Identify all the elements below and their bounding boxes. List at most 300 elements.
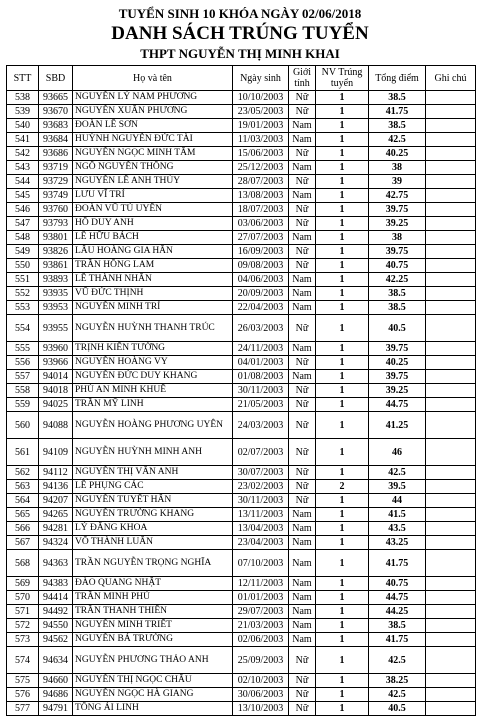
cell-stt: 570 [7, 591, 39, 605]
cell-sbd: 93760 [39, 203, 73, 217]
cell-stt: 571 [7, 605, 39, 619]
cell-sex: Nữ [289, 384, 316, 398]
cell-sex: Nam [289, 231, 316, 245]
table-row [7, 147, 476, 161]
cell-score: 39.75 [369, 245, 426, 259]
cell-name: TỐNG ÁI LINH [73, 702, 233, 716]
cell-dob: 16/09/2003 [233, 245, 289, 259]
cell-score: 44.75 [369, 591, 426, 605]
cell-note [426, 647, 476, 674]
cell-dob: 15/06/2003 [233, 147, 289, 161]
cell-dob: 21/05/2003 [233, 398, 289, 412]
table-row [7, 301, 476, 315]
cell-dob: 25/12/2003 [233, 161, 289, 175]
cell-nv: 1 [316, 647, 369, 674]
cell-name: TRẦN NGUYỄN TRỌNG NGHĨA [73, 550, 233, 577]
cell-note [426, 494, 476, 508]
cell-sex: Nữ [289, 315, 316, 342]
cell-sex: Nữ [289, 647, 316, 674]
cell-stt: 568 [7, 550, 39, 577]
cell-note [426, 674, 476, 688]
table-row [7, 370, 476, 384]
table-row [7, 702, 476, 716]
cell-name: NGUYỄN LÊ ANH THỦY [73, 175, 233, 189]
table-row [7, 536, 476, 550]
cell-name: NGUYỄN PHƯƠNG THẢO ANH [73, 647, 233, 674]
cell-score: 39 [369, 175, 426, 189]
cell-sbd: 94791 [39, 702, 73, 716]
cell-dob: 12/11/2003 [233, 577, 289, 591]
cell-nv: 1 [316, 688, 369, 702]
col-header-score: Tổng điểm [369, 66, 426, 91]
cell-note [426, 133, 476, 147]
cell-sbd: 94562 [39, 633, 73, 647]
cell-stt: 542 [7, 147, 39, 161]
table-row [7, 119, 476, 133]
cell-dob: 24/11/2003 [233, 342, 289, 356]
cell-dob: 01/01/2003 [233, 591, 289, 605]
cell-score: 42.25 [369, 273, 426, 287]
cell-nv: 1 [316, 175, 369, 189]
table-row [7, 287, 476, 301]
cell-nv: 1 [316, 370, 369, 384]
cell-note [426, 384, 476, 398]
cell-name: NGUYỄN TRƯỜNG KHANG [73, 508, 233, 522]
cell-sex: Nam [289, 536, 316, 550]
cell-stt: 553 [7, 301, 39, 315]
cell-stt: 564 [7, 494, 39, 508]
cell-score: 40.5 [369, 315, 426, 342]
cell-sbd: 94550 [39, 619, 73, 633]
cell-dob: 02/06/2003 [233, 633, 289, 647]
cell-note [426, 466, 476, 480]
table-row [7, 217, 476, 231]
table-row [7, 203, 476, 217]
cell-stt: 555 [7, 342, 39, 356]
cell-dob: 04/01/2003 [233, 356, 289, 370]
cell-name: NGUYỄN MINH TRIẾT [73, 619, 233, 633]
cell-score: 40.75 [369, 259, 426, 273]
cell-sbd: 94265 [39, 508, 73, 522]
cell-score: 38.25 [369, 674, 426, 688]
cell-nv: 1 [316, 508, 369, 522]
cell-dob: 30/11/2003 [233, 494, 289, 508]
cell-dob: 13/08/2003 [233, 189, 289, 203]
cell-dob: 30/07/2003 [233, 466, 289, 480]
cell-sex: Nam [289, 619, 316, 633]
cell-note [426, 577, 476, 591]
cell-name: NGUYỄN MINH TRÍ [73, 301, 233, 315]
cell-sbd: 94025 [39, 398, 73, 412]
cell-score: 44.25 [369, 605, 426, 619]
cell-dob: 09/08/2003 [233, 259, 289, 273]
cell-sex: Nữ [289, 412, 316, 439]
cell-sex: Nam [289, 633, 316, 647]
cell-sbd: 93826 [39, 245, 73, 259]
table-row [7, 688, 476, 702]
cell-score: 38.5 [369, 301, 426, 315]
cell-nv: 1 [316, 550, 369, 577]
cell-note [426, 619, 476, 633]
cell-nv: 1 [316, 633, 369, 647]
cell-name: LÝ ĐĂNG KHOA [73, 522, 233, 536]
cell-stt: 556 [7, 356, 39, 370]
cell-dob: 11/03/2003 [233, 133, 289, 147]
cell-note [426, 605, 476, 619]
cell-dob: 30/06/2003 [233, 688, 289, 702]
cell-nv: 1 [316, 702, 369, 716]
table-row [7, 105, 476, 119]
cell-sbd: 94136 [39, 480, 73, 494]
cell-sex: Nữ [289, 702, 316, 716]
cell-nv: 2 [316, 480, 369, 494]
cell-dob: 23/04/2003 [233, 536, 289, 550]
cell-dob: 24/03/2003 [233, 412, 289, 439]
cell-sbd: 94324 [39, 536, 73, 550]
cell-sbd: 94383 [39, 577, 73, 591]
cell-dob: 01/08/2003 [233, 370, 289, 384]
cell-nv: 1 [316, 105, 369, 119]
cell-stt: 566 [7, 522, 39, 536]
table-row [7, 591, 476, 605]
cell-sex: Nữ [289, 175, 316, 189]
cell-sex: Nữ [289, 245, 316, 259]
cell-name: NGUYỄN ĐỨC DUY KHANG [73, 370, 233, 384]
cell-stt: 546 [7, 203, 39, 217]
cell-note [426, 301, 476, 315]
table-row [7, 189, 476, 203]
cell-dob: 27/07/2003 [233, 231, 289, 245]
cell-score: 40.25 [369, 356, 426, 370]
cell-name: NGUYỄN TUYẾT HÂN [73, 494, 233, 508]
cell-dob: 13/11/2003 [233, 508, 289, 522]
cell-dob: 30/11/2003 [233, 384, 289, 398]
cell-sbd: 93960 [39, 342, 73, 356]
cell-nv: 1 [316, 91, 369, 105]
cell-note [426, 203, 476, 217]
cell-stt: 549 [7, 245, 39, 259]
cell-stt: 551 [7, 273, 39, 287]
cell-stt: 541 [7, 133, 39, 147]
col-header-dob: Ngày sinh [233, 66, 289, 91]
cell-nv: 1 [316, 591, 369, 605]
cell-dob: 21/03/2003 [233, 619, 289, 633]
table-row [7, 91, 476, 105]
cell-nv: 1 [316, 119, 369, 133]
cell-name: LÂU HOÀNG GIA HÂN [73, 245, 233, 259]
cell-note [426, 175, 476, 189]
cell-name: LÊ HỮU BÁCH [73, 231, 233, 245]
cell-dob: 03/06/2003 [233, 217, 289, 231]
cell-name: NGUYỄN HUỲNH THANH TRÚC [73, 315, 233, 342]
cell-score: 46 [369, 439, 426, 466]
cell-sex: Nam [289, 605, 316, 619]
cell-dob: 29/07/2003 [233, 605, 289, 619]
cell-sbd: 93955 [39, 315, 73, 342]
cell-name: NGUYỄN XUÂN PHƯƠNG [73, 105, 233, 119]
table-row [7, 412, 476, 439]
cell-score: 41.5 [369, 508, 426, 522]
cell-sex: Nam [289, 370, 316, 384]
cell-nv: 1 [316, 466, 369, 480]
cell-nv: 1 [316, 203, 369, 217]
cell-note [426, 480, 476, 494]
cell-note [426, 439, 476, 466]
cell-nv: 1 [316, 147, 369, 161]
cell-name: NGUYỄN THỊ VÂN ANH [73, 466, 233, 480]
cell-sbd: 94018 [39, 384, 73, 398]
cell-note [426, 633, 476, 647]
cell-stt: 544 [7, 175, 39, 189]
cell-note [426, 342, 476, 356]
table-row [7, 439, 476, 466]
cell-sbd: 94363 [39, 550, 73, 577]
cell-score: 39.75 [369, 203, 426, 217]
table-row [7, 494, 476, 508]
cell-nv: 1 [316, 161, 369, 175]
cell-note [426, 356, 476, 370]
cell-sbd: 94088 [39, 412, 73, 439]
cell-note [426, 591, 476, 605]
cell-note [426, 370, 476, 384]
cell-score: 41.75 [369, 633, 426, 647]
cell-stt: 567 [7, 536, 39, 550]
cell-nv: 1 [316, 605, 369, 619]
cell-sex: Nữ [289, 688, 316, 702]
cell-score: 42.75 [369, 189, 426, 203]
cell-sex: Nữ [289, 494, 316, 508]
table-row [7, 577, 476, 591]
cell-sex: Nữ [289, 147, 316, 161]
cell-sbd: 93683 [39, 119, 73, 133]
cell-sex: Nam [289, 577, 316, 591]
cell-nv: 1 [316, 522, 369, 536]
list-title: DANH SÁCH TRÚNG TUYỂN [111, 23, 369, 44]
col-header-name: Họ và tên [73, 66, 233, 91]
cell-nv: 1 [316, 273, 369, 287]
cell-dob: 13/10/2003 [233, 702, 289, 716]
table-row [7, 161, 476, 175]
cell-sbd: 93893 [39, 273, 73, 287]
cell-sex: Nam [289, 301, 316, 315]
cell-stt: 558 [7, 384, 39, 398]
cell-note [426, 550, 476, 577]
col-header-sex: Giới tính [289, 66, 316, 91]
cell-name: TRỊNH KIẾN TƯỜNG [73, 342, 233, 356]
table-row [7, 508, 476, 522]
table-row [7, 175, 476, 189]
cell-stt: 577 [7, 702, 39, 716]
cell-stt: 569 [7, 577, 39, 591]
cell-stt: 547 [7, 217, 39, 231]
cell-name: NGUYỄN BÁ TRƯỜNG [73, 633, 233, 647]
cell-nv: 1 [316, 259, 369, 273]
cell-note [426, 259, 476, 273]
cell-stt: 557 [7, 370, 39, 384]
cell-sbd: 93966 [39, 356, 73, 370]
cell-score: 41.75 [369, 105, 426, 119]
cell-note [426, 522, 476, 536]
cell-nv: 1 [316, 287, 369, 301]
cell-sbd: 93793 [39, 217, 73, 231]
cell-note [426, 702, 476, 716]
cell-stt: 560 [7, 412, 39, 439]
cell-score: 40.75 [369, 577, 426, 591]
cell-note [426, 688, 476, 702]
table-row [7, 633, 476, 647]
table-header-row [7, 66, 476, 91]
cell-nv: 1 [316, 577, 369, 591]
cell-sbd: 93935 [39, 287, 73, 301]
cell-score: 42.5 [369, 688, 426, 702]
table-row [7, 647, 476, 674]
cell-sex: Nam [289, 161, 316, 175]
cell-sbd: 94014 [39, 370, 73, 384]
cell-name: TRẦN THANH THIÊN [73, 605, 233, 619]
cell-stt: 575 [7, 674, 39, 688]
cell-sbd: 93719 [39, 161, 73, 175]
cell-name: TRẦN MINH PHÚ [73, 591, 233, 605]
cell-sbd: 93749 [39, 189, 73, 203]
cell-nv: 1 [316, 133, 369, 147]
cell-name: NGÔ NGUYỄN THÔNG [73, 161, 233, 175]
cell-name: HỒ DUY ANH [73, 217, 233, 231]
cell-nv: 1 [316, 674, 369, 688]
cell-score: 39.25 [369, 217, 426, 231]
cell-nv: 1 [316, 494, 369, 508]
cell-name: LƯU VĨ TRÍ [73, 189, 233, 203]
cell-dob: 25/09/2003 [233, 647, 289, 674]
cell-stt: 574 [7, 647, 39, 674]
cell-nv: 1 [316, 342, 369, 356]
cell-note [426, 287, 476, 301]
cell-stt: 552 [7, 287, 39, 301]
cell-stt: 573 [7, 633, 39, 647]
cell-nv: 1 [316, 619, 369, 633]
cell-note [426, 231, 476, 245]
cell-dob: 07/10/2003 [233, 550, 289, 577]
cell-sex: Nữ [289, 480, 316, 494]
table-row [7, 133, 476, 147]
cell-stt: 545 [7, 189, 39, 203]
cell-sex: Nữ [289, 439, 316, 466]
cell-sex: Nam [289, 273, 316, 287]
cell-sex: Nữ [289, 356, 316, 370]
col-header-note: Ghi chú [426, 66, 476, 91]
cell-dob: 18/07/2003 [233, 203, 289, 217]
cell-name: NGUYỄN NGỌC MINH TÂM [73, 147, 233, 161]
cell-stt: 562 [7, 466, 39, 480]
cell-sex: Nam [289, 342, 316, 356]
cell-sbd: 94109 [39, 439, 73, 466]
cell-note [426, 105, 476, 119]
cell-sbd: 94112 [39, 466, 73, 480]
cell-sex: Nam [289, 119, 316, 133]
cell-name: VÕ THÀNH LUÂN [73, 536, 233, 550]
table-row [7, 342, 476, 356]
cell-score: 39.75 [369, 370, 426, 384]
cell-sbd: 94634 [39, 647, 73, 674]
cell-sex: Nam [289, 508, 316, 522]
cell-score: 44 [369, 494, 426, 508]
cell-score: 41.25 [369, 412, 426, 439]
cell-score: 42.5 [369, 133, 426, 147]
cell-sbd: 93953 [39, 301, 73, 315]
cell-name: NGUYỄN NGỌC HÀ GIANG [73, 688, 233, 702]
cell-stt: 565 [7, 508, 39, 522]
cell-note [426, 508, 476, 522]
cell-score: 40.25 [369, 147, 426, 161]
cell-dob: 19/01/2003 [233, 119, 289, 133]
cell-sbd: 94492 [39, 605, 73, 619]
cell-sbd: 93686 [39, 147, 73, 161]
cell-score: 38.5 [369, 619, 426, 633]
cell-sbd: 93729 [39, 175, 73, 189]
cell-stt: 554 [7, 315, 39, 342]
cell-stt: 561 [7, 439, 39, 466]
cell-score: 41.75 [369, 550, 426, 577]
cell-dob: 02/07/2003 [233, 439, 289, 466]
cell-nv: 1 [316, 384, 369, 398]
cell-note [426, 147, 476, 161]
cell-score: 38 [369, 231, 426, 245]
exam-title: TUYỂN SINH 10 KHÓA NGÀY 02/06/2018 [118, 6, 362, 21]
table-row [7, 356, 476, 370]
cell-dob: 10/10/2003 [233, 91, 289, 105]
cell-stt: 563 [7, 480, 39, 494]
cell-dob: 23/02/2003 [233, 480, 289, 494]
cell-score: 42.5 [369, 466, 426, 480]
cell-stt: 550 [7, 259, 39, 273]
table-row [7, 466, 476, 480]
cell-nv: 1 [316, 245, 369, 259]
school-name: THPT NGUYỄN THỊ MINH KHAI [140, 46, 340, 61]
cell-nv: 1 [316, 439, 369, 466]
cell-stt: 548 [7, 231, 39, 245]
cell-nv: 1 [316, 536, 369, 550]
cell-dob: 20/09/2003 [233, 287, 289, 301]
cell-sex: Nữ [289, 91, 316, 105]
table-row [7, 398, 476, 412]
cell-nv: 1 [316, 315, 369, 342]
cell-stt: 576 [7, 688, 39, 702]
cell-sex: Nam [289, 591, 316, 605]
cell-note [426, 189, 476, 203]
cell-sbd: 93801 [39, 231, 73, 245]
table-row [7, 259, 476, 273]
cell-score: 43.25 [369, 536, 426, 550]
cell-note [426, 315, 476, 342]
cell-nv: 1 [316, 356, 369, 370]
cell-nv: 1 [316, 231, 369, 245]
cell-dob: 04/06/2003 [233, 273, 289, 287]
cell-dob: 22/04/2003 [233, 301, 289, 315]
cell-sex: Nữ [289, 259, 316, 273]
cell-sex: Nam [289, 133, 316, 147]
cell-sex: Nữ [289, 674, 316, 688]
cell-name: NGUYỄN HOÀNG VY [73, 356, 233, 370]
cell-name: NGUYỄN LÝ NAM PHƯƠNG [73, 91, 233, 105]
table-row [7, 480, 476, 494]
col-header-nv: NV Trúng tuyển [316, 66, 369, 91]
cell-score: 42.5 [369, 647, 426, 674]
cell-sex: Nữ [289, 398, 316, 412]
cell-note [426, 91, 476, 105]
cell-sex: Nam [289, 522, 316, 536]
cell-sbd: 94414 [39, 591, 73, 605]
cell-sex: Nam [289, 189, 316, 203]
cell-sex: Nữ [289, 466, 316, 480]
